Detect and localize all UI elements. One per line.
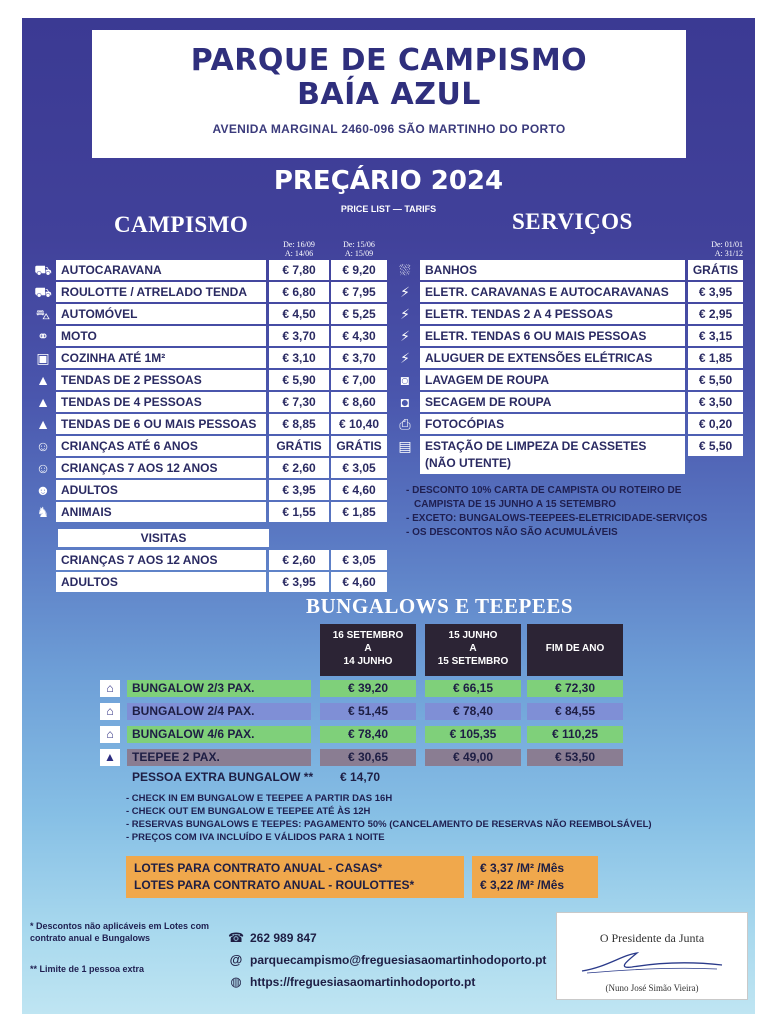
teepee-icon: ▲: [100, 749, 120, 766]
park-title-line1: PARQUE DE CAMPISMO: [190, 43, 588, 78]
contact-website[interactable]: ◍ https://freguesiasaomartinhodoporto.pt: [228, 974, 475, 990]
child-icon: ☺: [35, 438, 51, 454]
visitas-heading: VISITAS: [58, 529, 269, 547]
campismo-row: ▲ TENDAS DE 4 PESSOAS € 7,30 € 8,60: [22, 392, 392, 412]
contact-email[interactable]: @ parquecampismo@freguesiasaomartinhodoporto.pt: [229, 952, 547, 967]
price-poster: [22, 18, 755, 1014]
visitas-row: ADULTOS € 3,95 € 4,60: [22, 572, 392, 592]
annual-lots-prices: € 3,37 /M² /Mês € 3,22 /M² /Mês: [472, 856, 598, 898]
park-title-line2: BAÍA AZUL: [297, 77, 481, 112]
footnote-extra-person: ** Limite de 1 pessoa extra: [30, 964, 145, 974]
price-list-subtitle: PRICE LIST — TARIFS: [340, 204, 437, 214]
servicos-row: ⎙ FOTOCÓPIAS € 0,20: [22, 414, 747, 434]
dog-icon: ♞: [36, 504, 50, 520]
campismo-row: ▣ COZINHA ATÉ 1M² € 3,10 € 3,70: [22, 348, 392, 368]
photocopy-icon: ⎙: [399, 416, 411, 432]
extra-person-label: PESSOA EXTRA BUNGALOW **: [132, 770, 314, 784]
caravan-icon: ⛟: [34, 284, 52, 300]
phone-icon: ☎: [228, 930, 245, 945]
discount-notes: - DESCONTO 10% CARTA DE CAMPISTA OU ROTEIRO DE CAMPISTA DE 15 JUNHO A 15 SETEMBRO - EXCETO: BUNGALOWS-TEEPEES-ELETRICIDADE-SERVIÇOS - OS DESCONTOS NÃO SÃO ACUMULÁVEIS: [406, 485, 708, 538]
tent-icon: ▲: [36, 416, 50, 432]
signature-scribble: [577, 947, 727, 977]
campismo-date-col2: De: 15/06 A: 15/09: [343, 240, 375, 258]
campismo-row: ⛍ AUTOMÓVEL € 4,50 € 5,25: [22, 304, 392, 324]
dryer-icon: ◘: [400, 394, 410, 410]
servicos-date-col: De: 01/01 A: 31/12: [711, 240, 743, 258]
signature-title: O Presidente da Junta: [599, 931, 705, 945]
house-icon: ⌂: [100, 703, 120, 720]
footnote-discounts: * Descontos não aplicáveis em Lotes com contrato anual e Bungalows: [30, 921, 210, 943]
park-address: AVENIDA MARGINAL 2460-096 SÃO MARTINHO DO PORTO: [212, 122, 566, 136]
shower-icon: ⛆: [399, 262, 411, 278]
motorbike-icon: ⚭: [37, 328, 49, 344]
bungalow-notes: - CHECK IN EM BUNGALOW E TEEPEE A PARTIR DAS 16H - CHECK OUT EM BUNGALOW E TEEPEE ATÉ ÀS 12H - RESERVAS BUNGALOWS E TEEPES: PAGAMENTO 50% (CANCELAMENTO DE RESERVAS NÃO REEMBOLSÁVEL) - PREÇOS COM IVA INCLUÍDO E VÁLIDOS PARA 1 NOITE: [126, 793, 652, 843]
signature-box: [556, 912, 748, 1000]
house-icon: ⌂: [100, 726, 120, 743]
campismo-row: ▲ TENDAS DE 6 OU MAIS PESSOAS € 8,85 € 10,40: [22, 414, 392, 434]
tent-icon: ▲: [36, 394, 50, 410]
extra-person-value: € 14,70: [340, 770, 381, 784]
price-list-title: PREÇÁRIO 2024: [273, 166, 504, 196]
campismo-row: ⛟ AUTOCARAVANA € 7,80 € 9,20: [22, 260, 392, 280]
child-icon: ☺: [35, 460, 51, 476]
campismo-row: ♞ ANIMAIS € 1,55 € 1,85: [22, 502, 392, 522]
servicos-row: ⚡ ELETR. TENDAS 2 A 4 PESSOAS € 2,95: [22, 304, 747, 324]
annual-lots-box: LOTES PARA CONTRATO ANUAL - CASAS* LOTES PARA CONTRATO ANUAL - ROULOTTES*: [126, 856, 464, 898]
plug-icon: ⚡: [400, 328, 410, 344]
plug-icon: ⚡: [400, 306, 410, 322]
campismo-row: ▲ TENDAS DE 2 PESSOAS € 5,90 € 7,00: [22, 370, 392, 390]
motorhome-icon: ⛟: [34, 262, 52, 278]
bungalow-row: ▲ TEEPEE 2 PAX. € 30,65 € 49,00 € 53,50: [22, 749, 642, 766]
servicos-row: ⚡ ELETR. CARAVANAS E AUTOCARAVANAS € 3,95: [22, 282, 747, 302]
servicos-row: ⚡ ALUGUER DE EXTENSÕES ELÉTRICAS € 1,85: [22, 348, 747, 368]
contact-phone: ☎ 262 989 847: [228, 930, 317, 945]
car-icon: ⛍: [35, 306, 51, 322]
plug-icon: ⚡: [400, 350, 410, 366]
house-icon: ⌂: [100, 680, 120, 697]
plug-icon: ⚡: [400, 284, 410, 300]
campismo-row: ☺ CRIANÇAS ATÉ 6 ANOS GRÁTIS GRÁTIS: [22, 436, 392, 456]
campismo-row: ☻ ADULTOS € 3,95 € 4,60: [22, 480, 392, 500]
campismo-heading: CAMPISMO: [114, 212, 249, 237]
servicos-row: ◘ SECAGEM DE ROUPA € 3,50: [22, 392, 747, 412]
tent-icon: ▲: [36, 372, 50, 388]
bungalow-col-header: 15 JUNHO A 15 SETEMBRO: [425, 624, 521, 676]
bungalow-row: ⌂ BUNGALOW 2/4 PAX. € 51,45 € 78,40 € 84,55: [22, 703, 642, 720]
campismo-date-col1: De: 16/09 A: 14/06: [283, 240, 315, 258]
bungalow-col-header: 16 SETEMBRO A 14 JUNHO: [320, 624, 416, 676]
campismo-row: ☺ CRIANÇAS 7 AOS 12 ANOS € 2,60 € 3,05: [22, 458, 392, 478]
email-icon: @: [229, 952, 243, 967]
cassette-icon: ▤: [398, 438, 412, 454]
servicos-row: ⛆ BANHOS GRÁTIS: [22, 260, 747, 280]
servicos-row: ◙ LAVAGEM DE ROUPA € 5,50: [22, 370, 747, 390]
campismo-row: ⛟ ROULOTTE / ATRELADO TENDA € 6,80 € 7,95: [22, 282, 392, 302]
servicos-row: ▤ ESTAÇÃO DE LIMPEZA DE CASSETES (NÃO UTENTE) € 5,50: [22, 436, 747, 474]
visitas-row: CRIANÇAS 7 AOS 12 ANOS € 2,60 € 3,05: [22, 550, 392, 570]
campismo-row: ⚭ MOTO € 3,70 € 4,30: [22, 326, 392, 346]
bungalow-col-header: FIM DE ANO: [527, 624, 623, 676]
bungalow-row: ⌂ BUNGALOW 2/3 PAX. € 39,20 € 66,15 € 72,30: [22, 680, 642, 697]
bungalows-heading: BUNGALOWS E TEEPEES: [306, 594, 574, 618]
servicos-row: ⚡ ELETR. TENDAS 6 OU MAIS PESSOAS € 3,15: [22, 326, 747, 346]
adult-icon: ☻: [35, 482, 51, 498]
bungalow-row: ⌂ BUNGALOW 4/6 PAX. € 78,40 € 105,35 € 110,25: [22, 726, 642, 743]
globe-icon: ◍: [230, 974, 242, 989]
kitchen-icon: ▣: [36, 350, 50, 366]
washing-machine-icon: ◙: [400, 372, 410, 388]
header-box: [92, 30, 686, 158]
servicos-heading: SERVIÇOS: [512, 209, 633, 234]
signature-name: (Nuno José Simão Vieira): [605, 983, 699, 993]
